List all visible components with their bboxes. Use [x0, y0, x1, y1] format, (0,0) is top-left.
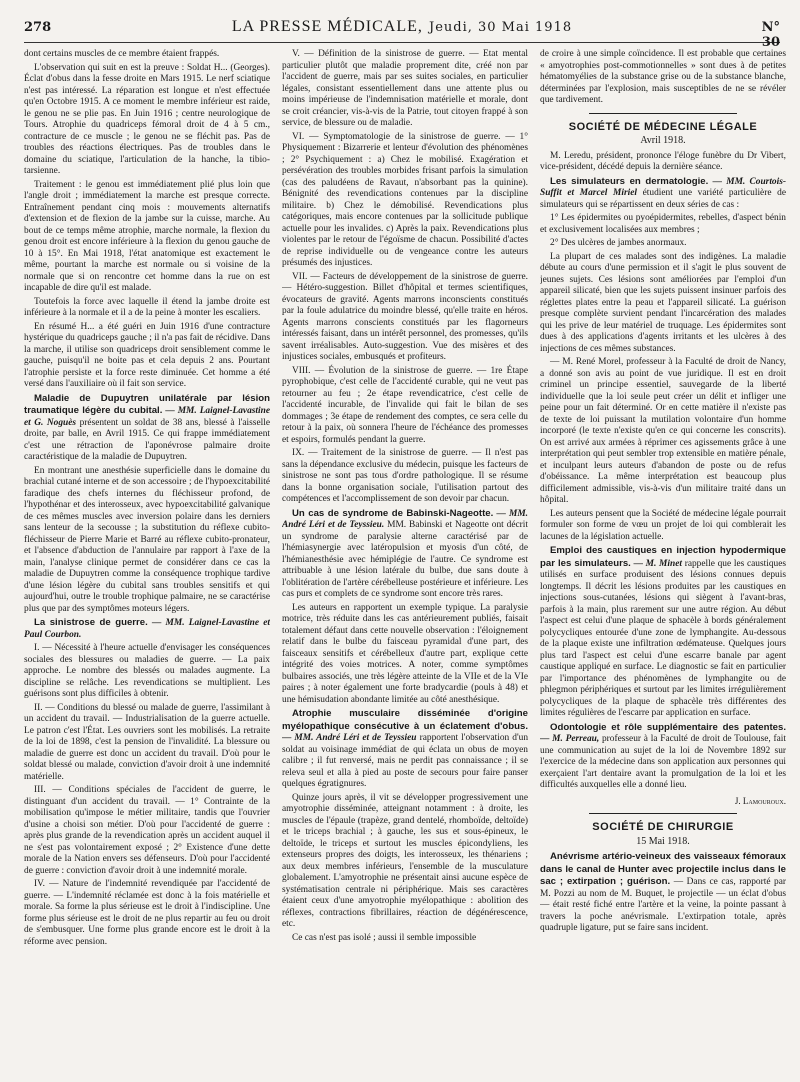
paragraph: présentent un soldat de 38 ans, blessé à l'aisselle droite, par balle, en Avril 1915. Ce qui frappe immédiatement c'est une rétraction de l'aponévrose palmaire droite caractéristique de la maladie de Dupuytren.	[24, 417, 270, 462]
article-authors: — M. Minet	[633, 558, 682, 569]
article-babinski-nageotte	[282, 508, 528, 601]
issue-number: N° 30	[761, 20, 780, 50]
columns	[24, 49, 786, 1069]
article-caustiques	[540, 545, 786, 720]
society-heading: SOCIÉTÉ DE CHIRURGIE	[592, 821, 734, 833]
paragraph: 2° Des ulcères de jambes anormaux.	[550, 238, 687, 248]
article-authors: — M. Perreau,	[540, 734, 600, 744]
divider	[589, 813, 737, 814]
paragraph: Toutefois la force avec laquelle il étend la jambe droite est inférieure à la normale et il a de la peine à monter les escaliers.	[24, 296, 270, 318]
society-date: 15 Mai 1918.	[636, 835, 690, 847]
paragraph: V. — Définition de la sinistrose de guerre. — État mental particulier plutôt que maladie proprement dite, créé non par l'accident de guerre, mais par ses suites sociales, en particulier légales, consistant essentiellement dans une attente plus ou moins impérieuse de l'indemnisation matérielle et morale, dont se croit créancier, vis-à-vis de la Patrie, tout citoyen frappé à son service, de blessure ou de maladie.	[282, 49, 528, 128]
article-simulateurs	[540, 176, 786, 212]
paragraph: Les auteurs pensent que la Société de médecine légale pourrait formuler son forme de vœu un projet de loi qui comblerait les lacunes de la législation actuelle.	[540, 508, 786, 542]
article-title: Emploi des caustiques en injection hypodermique par les simulateurs.	[540, 545, 786, 569]
paragraph: M. Leredu, président, prononce l'éloge funèbre du Dr Vibert, vice-président, décédé depuis la dernière séance.	[540, 150, 786, 172]
article-authors: — MM. Laignel-Lavastine et Paul Courbon.	[24, 618, 270, 640]
paragraph: professeur à la Faculté de droit de Toulouse, fait une communication au sujet de la loi de Novembre 1892 sur l'exercice de la médecine dans son application aux personnes qui exerçaient l'art dentaire avant la promulgation de la loi et les difficultés auxquelles elle a donné lieu.	[540, 734, 786, 790]
article-title: Les simulateurs en dermatologie.	[550, 175, 709, 187]
paragraph: En résumé H... a été guéri en Juin 1916 d'une contracture hystérique du quadriceps gauche ; il n'a pas fait de récidive. Dans la marche, il utilise son quadriceps droit sensiblement comme le gauche, puisqu'il ne boite pas et cela depuis 2 ans. Pourtant l'atrophie persiste et la force reste diminuée. Cet homme a été versé dans l'auxiliaire où il fait son service.	[24, 321, 270, 389]
column-1	[24, 49, 270, 1069]
paragraph: IV. — Nature de l'indemnité revendiquée par l'accidenté de guerre. — L'indemnité réclamée est donc à la fois matérielle et morale. Sa forme la plus sérieuse est le droit à l'indiscipline. Une forme plus sérieuse est le droit de ne plus repartir au feu ou droit de s'embusquer. Une forme plus grande encore est le droit à la réforme avec pension.	[24, 879, 270, 947]
paragraph: étudient une variété particulière de simulateurs qui se répartissent en deux séries de cas :	[540, 188, 786, 210]
paragraph: VI. — Symptomatologie de la sinistrose de guerre. — 1° Physiquement : Bizarrerie et lenteur d'évolution des phénomènes ; 2° Psychiquement : a) Chez le mobilisé. Exagération et persévération des troubles morbides frisant parfois la simulation (cas des paludéens de Ravaut, n'absorbant pas la quinine). Bénignité des revendications contenues par la discipline militaire. b) Chez le démobilisé. Revendications plus catégoriques, mais encore contenues par la sollicitude publique actuelle pour les invalides. c) Après la paix. Revendications plus violentes par le retour de l'égoïsme de chacun. Possibilité d'actes de reprise individuelle ou de vengeance contre les auteurs présumés des injustices.	[282, 131, 528, 268]
journal-title: LA PRESSE MÉDICALE,	[231, 18, 423, 35]
article-authors: — MM. André Léri et de Teyssieu	[282, 733, 417, 743]
article-authors: — MM. Laignel-Lavastine et G. Noguès	[24, 406, 270, 428]
column-2	[282, 49, 528, 1069]
article-sinistrose	[24, 617, 270, 641]
article-dupuytren	[24, 393, 270, 464]
article-anevrisme	[540, 851, 786, 935]
article-authors: — MM. André Léri et de Teyssieu.	[282, 508, 528, 530]
paragraph: MM. Babinski et Nageotte ont décrit un syndrome de paralysie alterne caractérisé par de l'hémiasynergie avec latéropulsion et myosis d'un côté, de l'hémianesthésie avec hémiplégie de l'autre. Ce syndrome est attribuable à une lésion latérale du bulbe, due sans doute à l'oblitération de l'artère cérébelleuse postérieure et inférieure. Les cas purs et complets de ce syndrome sont encore très rares.	[282, 520, 528, 599]
article-title: Odontologie et rôle supplémentaire des patentes.	[550, 721, 786, 733]
paragraph: — M. René Morel, professeur à la Faculté de droit de Nancy, a donné son avis au point de vue juridique. Il est en droit criminel un principe essentiel, sauvegarde de la liberté individuelle que la loi seule peut créer un délit et infliger une peine pour un fait déterminé. Or en cette matière il n'existe pas de texte de loi puissant la mutilation volontaire d'un homme incorporé (le texte n'existe qu'en ce qui concerne les conscrits). On est arrivé aux armées à réprimer ces agissements grâce à une interprétation qui peut sembler trop extensible en matière pénale, et inculpant leurs auteurs d'abandon de poste ou de refus d'obéissance. La même interprétation est beaucoup plus difficilement admissible, vis-à-vis d'un militaire traité dans un hôpital.	[540, 357, 786, 505]
article-title: Anévrisme artério-veineux des vaisseaux fémoraux dans le canal de Hunter avec projectile inclus dans le sac ; extirpation ; guérison.	[540, 851, 786, 887]
paragraph: En montrant une anesthésie superficielle dans le domaine du brachial cutané interne et de son accessoire ; de l'hypoexcitabilité faradique des chefs internes du fléchisseur profond, de l'hypothénar et des interosseux, avec hypoexcitabilité galvanique de ces mêmes muscles avec inversion polaire dans les derniers sans lenteur de la secousse ; la substitution du réflexe cubito-fléchisseur de Pierre Marie et Barré au réflexe cubito-pronateur, et l'absence d'abduction de l'annulaire par rapport à l'axe de la main, l'analyse clinique permet de considérer dans ce cas la maladie de Dupuytren comme la conséquence trophique tardive d'une lésion légère du cubital sans troubles sensitifs et qui aujourd'hui, outre le trouble trophique palmaire, ne se caractérise plus que par des symptômes moteurs légers.	[24, 465, 270, 614]
divider	[589, 113, 737, 114]
paragraph: VIII. — Évolution de la sinistrose de guerre. — 1re Étape pyrophobique, c'est celle de l'accidenté curable, qui ne veut pas retourner au feu ; 2e étape revendicatrice, c'est celle de l'accidenté incurable, de l'invalide qui fait le bilan de ses dommages ; 3e étape de rendement des comptes, ce sera celle du retour à la paix, où sonnera l'heure de l'échéance des promesses et espoirs, formulés pendant la guerre.	[282, 365, 528, 445]
paragraph: dont certains muscles de ce membre étaient frappés.	[24, 49, 220, 59]
article-title: Atrophie musculaire disséminée d'origine myélopathique consécutive à un éclatement d'obus.	[282, 708, 528, 732]
paragraph: Les auteurs en rapportent un exemple typique. La paralysie motrice, très réduite dans les cas antérieurement publiés, faisait totalement défaut dans cette nouvelle observation : l'éloignement relatif dans le bulbe du faisceau pyramidal d'une part, des faisceaux sensitifs et cérébelleux d'autre part, explique cette intégrité des voies motrices. A noter, comme symptômes bulbaires associés, une très légère atteinte de la VIIe et de la VIe paires ; à noter également une forte bradycardie (pouls à 48) et une hémisudation abondante limitée au côté anesthésique.	[282, 602, 528, 705]
paragraph: L'observation qui suit en est la preuve : Soldat H... (Georges). Éclat d'obus dans la fesse droite en Mars 1915. Le nerf sciatique n'est pas intéressé. La réparation est longue et n'est effectuée qu'en Octobre 1915. A ce moment le membre inférieur est raide, le genou ne se plie pas. En Juin 1916 ; centre neurologique de Tours. Atrophie du quadriceps fémoral droit de 4 à 5 cm., contracture de ce muscle ; le genou ne se fléchit pas. Pas de troubles des réactions électriques. Pas de troubles dans le domaine du sciatique, l'articulation de la hanche, la tibio-tarsienne.	[24, 62, 270, 176]
page-header	[24, 16, 780, 50]
paragraph: Traitement : le genou est immédiatement plié plus loin que l'angle droit ; immédiatement la marche est presque correcte. Entraînement pendant cinq mois : mouvements alternatifs d'extension et de flexion de la jambe sur la cuisse, marche. Au bout de ce temps même atrophie, marche normale, la flexion du genou droit est encore inférieure à la flexion du genou gauche de 10 à 15°. En Mai 1918, l'état anatomique est exactement le même, pourtant la marche est normale ou si voisine de la normale que si on rencontre cet homme dans la rue on est incapable de dire qu'il est malade.	[24, 179, 270, 293]
article-atrophie	[282, 708, 528, 791]
issue-date: Jeudi, 30 Mai 1918	[428, 20, 573, 35]
society-heading: SOCIÉTÉ DE MÉDECINE LÉGALE	[568, 120, 758, 133]
paragraph: Ce cas n'est pas isolé ; aussi il semble impossible	[292, 932, 477, 943]
article-odontologie	[540, 722, 786, 792]
paragraph: rappelle que les caustiques utilisés en surface produisent des lésions connues depuis longtemps. Il décrit les lésions produites par les caustiques en injections sous-cutanées, lésions qui siègent à l'avant-bras, parfois à la main, plus rarement sur une autre région. Au début l'aspect est celui d'une plaque de sphacèle à bords généralement polycycliques entourée d'une zone de lymphangite. Au-dessous de la plaque existe une infiltration œdémateuse. Quelques jours plus tard l'aspect est celui d'une escarre banale par agent caustique appliqué en surface. Le diagnostic se fait en particulier par l'importance des phénomènes de lymphangite ou de phlegmon périphériques et surtout par les limites irrégulièrement polycycliques de la plaque de sphacèle très différentes des limites régulières de l'escarre par application en surface.	[540, 558, 786, 718]
paragraph: VII. — Facteurs de développement de la sinistrose de guerre. — Hétéro-suggestion. Billet d'hôpital et termes scientifiques, évocateurs de gravité. Agents marrons inconscients constitués par la foule adulatrice du moindre blessé, qu'elle traite en héros. Agents marrons conscients constitués par les flagorneurs intéressés faisant, dans un intérêt personnel, des promesses, qu'ils savent irréalisables. Auto-suggestion. Vue des misères et des injustices sociales, embusqués et profiteurs.	[282, 271, 528, 362]
article-title: Un cas de syndrome de Babinski-Nageotte.	[292, 507, 494, 519]
paragraph: II. — Conditions du blessé ou malade de guerre, l'assimilant à un accident du travail. — Industrialisation de la guerre actuelle. Le patron c'est l'État. Les ouvriers sont les mobilisés. La retraite de la loi de 1898, c'est la pension de l'invalidité. La blessure ou maladie de guerre est donc un accident du travail. D'où pour le soldat blessé ou malade, conviction d'avoir droit à une indemnité matérielle.	[24, 702, 270, 782]
article-authors: — MM. Courtois-Suffit et Marcel Miriel	[540, 176, 786, 198]
paragraph: IX. — Traitement de la sinistrose de guerre. — Il n'est pas sans la dépendance exclusive du médecin, puisque les facteurs de sinistrose ne sont pas tous d'ordre pathologique. Il se résume dans la bonne organisation sociale, l'utilisation partout des compétences et l'accomplissement de son devoir par chacun.	[282, 448, 528, 504]
journal-title-line	[64, 16, 740, 36]
paragraph: 1° Les épidermites ou pyoépidermites, rebelles, d'aspect bénin et exclusivement localisées aux membres ;	[540, 213, 786, 235]
page-number: 278	[24, 20, 52, 35]
paragraph: — Dans ce cas, rapporté par M. Pozzi au nom de M. Buquet, le projectile — un éclat d'obus — était resté fiché entre l'artère et la veine, la pointe passant à travers la poche anévrismale. L'extirpation totale, après quadruple ligature, put se faire sans incident.	[540, 877, 786, 933]
paragraph: rapportent l'observation d'un soldat au voisinage immédiat de qui éclata un obus de moyen calibre ; il fut renversé, mais ne perdit pas connaissance ; il se releva seul et alla à pied au poste de secours pour faire panser quelques égratignures.	[282, 733, 528, 789]
paragraph: III. — Conditions spéciales de l'accident de guerre, le distinguant d'un accident du travail. — 1° Contrainte de la mobilisation qu'impose le métier militaire, tandis que l'ouvrier d'usine a choisi son métier. D'où pour l'accidenté de guerre : après plus grande de la revendication après un accident auquel il ne s'est pas volontairement exposé ; 2° Existence d'une dette morale de la Nation envers ses défenseurs. D'où pour l'accidenté de guerre : conviction d'avoir droit à une indemnité morale.	[24, 785, 270, 876]
article-title: Maladie de Dupuytren unilatérale par lésion traumatique légère du cubital.	[24, 392, 270, 416]
paragraph: I. — Nécessité à l'heure actuelle d'envisager les conséquences sociales des blessures ou maladies de guerre. — La paix approche. Le nombre des blessés ou malades augmente. La discipline se relâche. Les revendications se multiplient. Les guérisons sont plus difficiles à obtenir.	[24, 643, 270, 699]
paragraph: de croire à une simple coïncidence. Il est probable que certaines « amyotrophies post-commotionnelles » sont dues à de petites hématomyélies de la substance grise ou de la substance blanche, déterminées par l'explosion, mais susceptibles de ne se révéler que tardivement.	[540, 49, 786, 105]
paragraph: Quinze jours après, il vit se développer progressivement une amyotrophie disséminée, atteignant notamment : à droite, les muscles de l'épaule (trapèze, grand dentelé, rhomboïde, deltoïde) et le triceps brachial ; à gauche, les sus et sous-épineux, le deltoïde, le triceps et surtout les muscles épicondyliens, les extenseurs propres des doigts, les interosseux, les thénariens ; aux deux membres inférieurs, l'ensemble de la musculature globalement. L'amyotrophie ne présentait ainsi aucune espèce de systématisation centrale ni périphérique. Mais ses caractères étaient ceux d'une amyotrophie myélopathique : abolition des réflexes, contractions fibrillaires, réaction de dégénérescence, etc.	[282, 792, 528, 929]
paragraph: La plupart de ces malades sont des indigènes. La maladie débute au cours d'une permission et il s'agit le plus souvent de jeunes sujets. Ces lésions sont améliorées par l'emploi d'un appareil silicaté, bien que les sujets puissent insinuer parfois des réglettes plates entre la peau et l'appareil silicaté. La guérison presque complète survient pendant l'incarcération des malades qui les prive de leur matériel de truquage. Les épidermites sont dues à des applications d'agents irritants et les ulcères à des injections de ces mêmes substances.	[540, 251, 786, 354]
signature: J. Lamouroux.	[734, 795, 786, 806]
article-title: La sinistrose de guerre.	[34, 617, 148, 628]
society-date: Avril 1918.	[640, 135, 686, 146]
column-3	[540, 49, 786, 1069]
